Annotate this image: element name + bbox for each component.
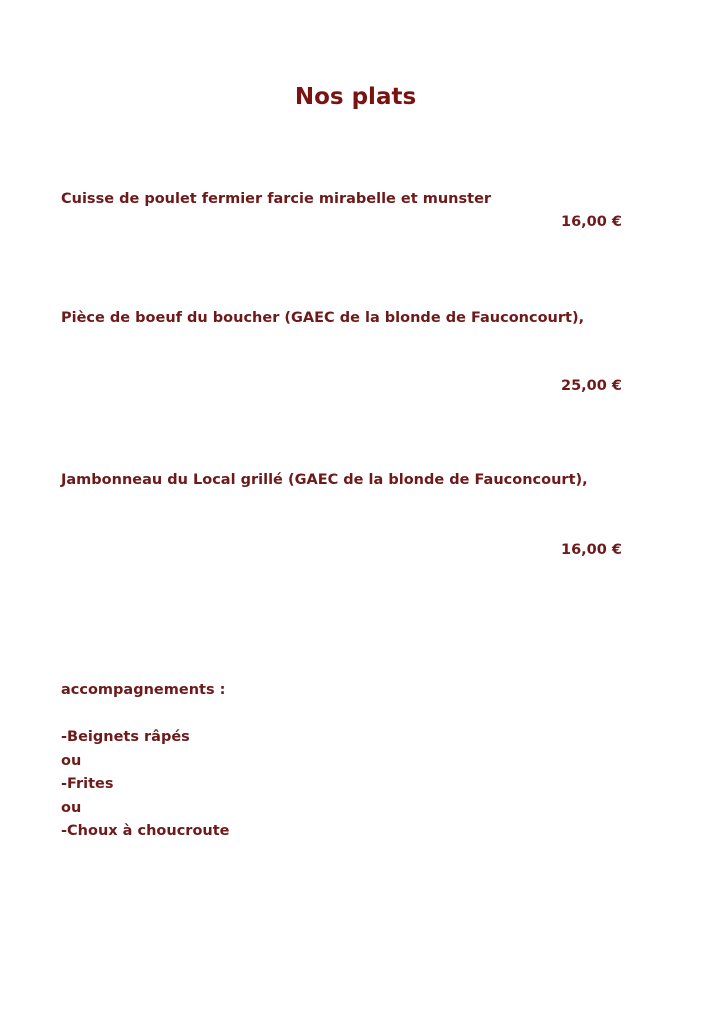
- sides-section: [61, 682, 230, 844]
- list-item: -Beignets râpés: [61, 729, 190, 745]
- dish-name: Jambonneau du Local grillé (GAEC de la blonde de Fauconcourt),: [61, 472, 588, 488]
- list-item: -Choux à choucroute: [61, 823, 230, 839]
- list-item: ou: [61, 752, 82, 769]
- list-item: -Frites: [61, 776, 114, 792]
- dish-name: Pièce de boeuf du boucher (GAEC de la blonde de Fauconcourt),: [61, 310, 585, 326]
- sides-list: [61, 726, 230, 844]
- dish-price: 16,00 €: [560, 542, 622, 558]
- dish-price: 25,00 €: [560, 378, 622, 394]
- sides-heading: accompagnements :: [61, 682, 226, 698]
- list-item: ou: [61, 799, 82, 816]
- dish-name: Cuisse de poulet fermier farcie mirabelle et munster: [61, 191, 492, 207]
- dish-price: 16,00 €: [560, 214, 622, 230]
- page-title: Nos plats: [294, 84, 417, 110]
